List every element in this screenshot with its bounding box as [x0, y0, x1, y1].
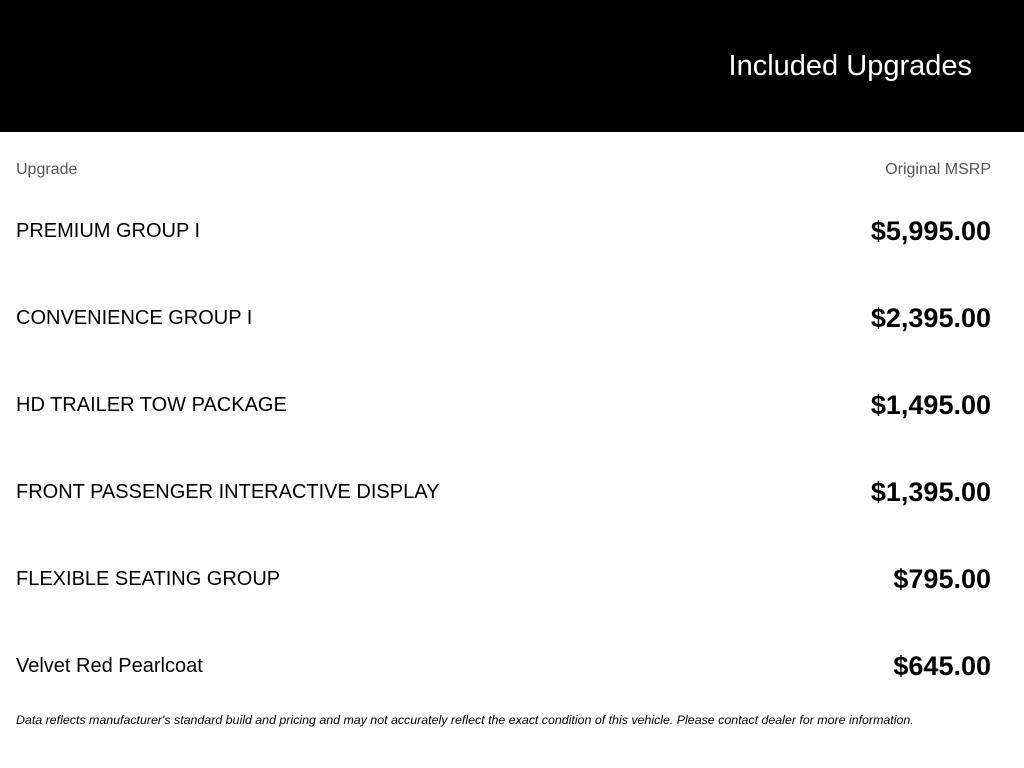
upgrade-row: [0, 390, 1024, 480]
upgrade-name: PREMIUM GROUP I: [16, 220, 201, 242]
disclaimer-text: Data reflects manufacturer's standard build and pricing and may not accurately reflect the exact condition of this vehicle. Please contact dealer for more information.: [16, 713, 914, 727]
upgrade-price: $645.00: [893, 651, 991, 681]
header-bar: [0, 0, 1024, 132]
upgrade-price: $5,995.00: [870, 216, 991, 246]
upgrade-name: FLEXIBLE SEATING GROUP: [16, 568, 281, 590]
upgrade-row: [0, 216, 1024, 306]
upgrade-row: [0, 477, 1024, 567]
page-title: Included Upgrades: [728, 50, 972, 82]
upgrade-price: $795.00: [893, 564, 991, 594]
upgrade-price: $2,395.00: [870, 303, 991, 333]
upgrade-name: HD TRAILER TOW PACKAGE: [16, 394, 287, 416]
upgrade-name: CONVENIENCE GROUP I: [16, 307, 253, 329]
upgrade-price: $1,395.00: [870, 477, 991, 507]
upgrade-price: $1,495.00: [870, 390, 991, 420]
column-heading-msrp: Original MSRP: [885, 161, 991, 178]
upgrade-name: FRONT PASSENGER INTERACTIVE DISPLAY: [16, 481, 440, 503]
column-heading-upgrade: Upgrade: [16, 161, 78, 178]
upgrade-row: [0, 303, 1024, 393]
upgrade-name: Velvet Red Pearlcoat: [16, 655, 203, 677]
upgrade-row: [0, 564, 1024, 654]
